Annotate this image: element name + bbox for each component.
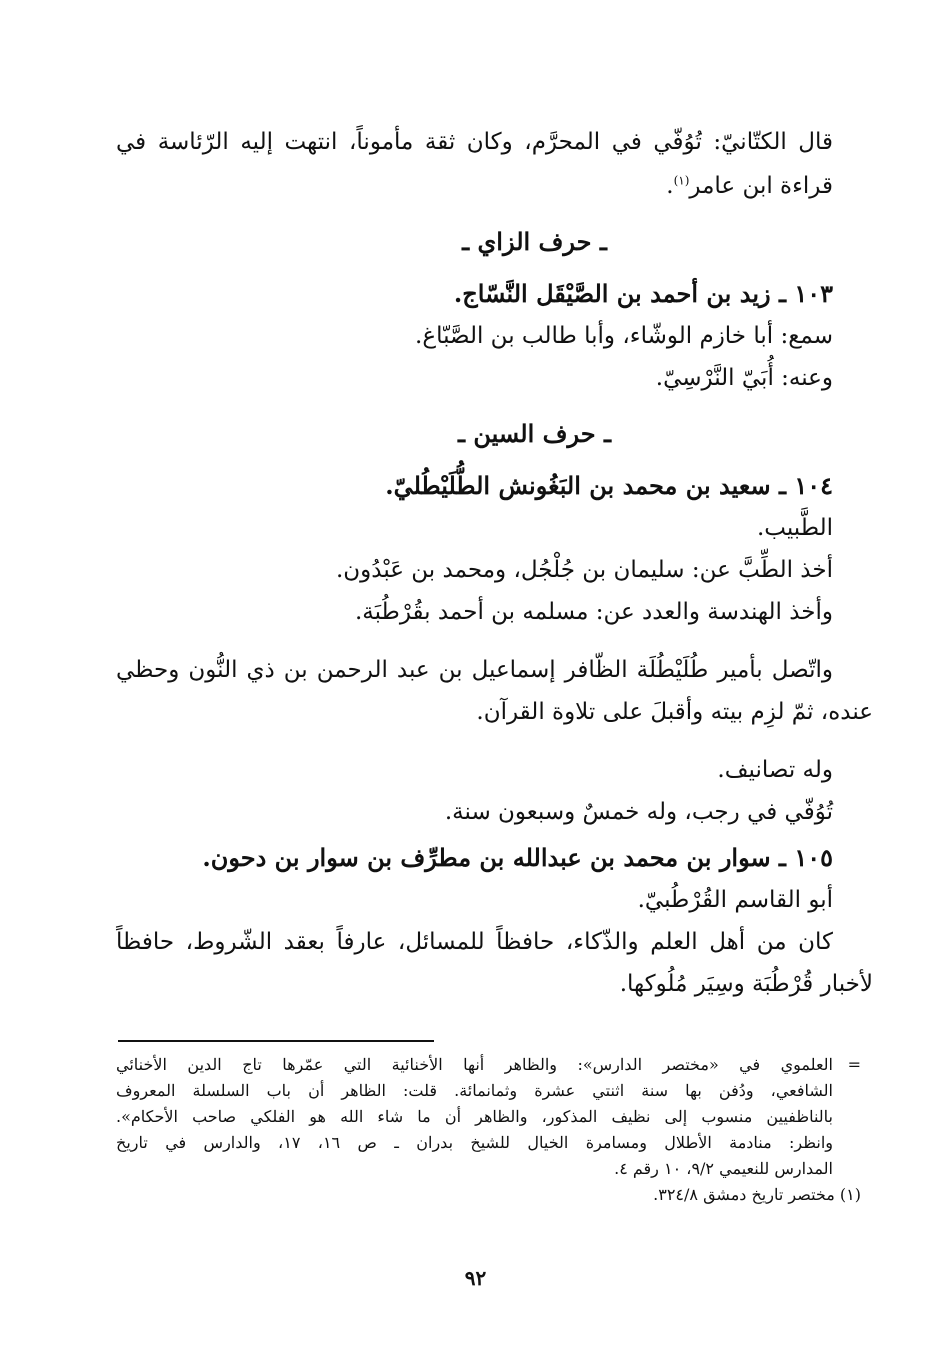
entry-line: الطَّبيب. xyxy=(756,515,833,541)
footnote-1: (١) مختصر تاريخ دمشق ٣٢٤/٨. xyxy=(653,1185,861,1204)
section-heading-zay: ـ حرف الزاي ـ xyxy=(462,227,607,256)
paragraph-text: قراءة ابن عامر xyxy=(689,173,833,199)
entry-line: وأخذ الهندسة والعدد عن: مسلمه بن أحمد بقُرْطُبَة. xyxy=(354,599,833,625)
entry-title-103: ١٠٣ ـ زيد بن أحمد بن الصَّيْقَل النَّسّاج. xyxy=(453,279,833,308)
footnote-line: وانظر: منادمة الأطلال ومسامرة الخيال للشيخ بدران ـ ص ١٦، ١٧، والدارس في تاريخ xyxy=(116,1133,834,1152)
section-heading-sin: ـ حرف السين ـ xyxy=(458,419,611,448)
footnote-divider xyxy=(118,1040,434,1042)
entry-line: سمع: أبا خازم الوشّاء، وأبا طالب بن الصَّبّاغ. xyxy=(415,323,833,349)
paragraph-line: كان من أهل العلم والذّكاء، حافظاً للمسائل، عارفاً بعقد الشّروط، حافظاً xyxy=(116,929,833,955)
entry-line: أخذ الطِّبَّ عن: سليمان بن جُلْجُل، ومحمد بن عَبْدُون. xyxy=(335,557,833,583)
paragraph-text: . xyxy=(666,173,674,199)
footnote-line xyxy=(116,1052,861,1077)
entry-line: تُوُفّي في رجب، وله خمسٌ وسبعون سنة. xyxy=(444,799,833,825)
entry-line: أبو القاسم القُرْطُبيّ. xyxy=(637,887,833,913)
footnote-line: بالناظفيين منسوب إلى نظيف المذكور، والظاهر أن ما شاء الله هو الفلكي صاحب الأحكام». xyxy=(116,1107,833,1126)
paragraph-line: عنده، ثمّ لزِم بيته وأقبلَ على تلاوة القرآن. xyxy=(476,699,873,725)
footnote-text: العلموي في «مختصر الدارس»: والظاهر أنها الأخنائية التي عمّرها تاج الدين الأخنائي xyxy=(116,1055,833,1074)
entry-line: وله تصانيف. xyxy=(717,757,833,783)
paragraph-line xyxy=(666,166,833,206)
footnote-ref: (١) xyxy=(673,173,690,188)
paragraph-line: لأخبار قُرْطُبَة وسِيَر مُلُوكها. xyxy=(619,971,873,997)
continuation-mark: = xyxy=(847,1055,861,1074)
entry-title-105: ١٠٥ ـ سوار بن محمد بن عبدالله بن مطرِّف بن سوار بن دحون. xyxy=(202,843,833,872)
page-number: ٩٢ xyxy=(464,1266,487,1290)
paragraph-line: قال الكتّانيّ: تُوُفّي في المحرَّم، وكان ثقة مأموناً، انتهت إليه الرّئاسة في xyxy=(116,129,833,155)
footnote-line: المدارس للنعيمي ٩/٢، ١٠ رقم ٤. xyxy=(614,1159,833,1178)
paragraph-line: واتّصل بأمير طُلَيْطُلَة الظّافر إسماعيل بن عبد الرحمن بن ذي النُّون وحظي xyxy=(116,657,833,683)
entry-line: وعنه: أُبَيّ النَّرْسِيّ. xyxy=(655,365,833,391)
entry-title-104: ١٠٤ ـ سعيد بن محمد بن البَغُونش الطُّلَيْطُليّ. xyxy=(385,471,833,500)
footnote-line: الشافعي، ودُفن بها سنة اثنتي عشرة وثمانمائة. قلت: الظاهر أن باب السلسلة المعروف xyxy=(116,1081,833,1100)
